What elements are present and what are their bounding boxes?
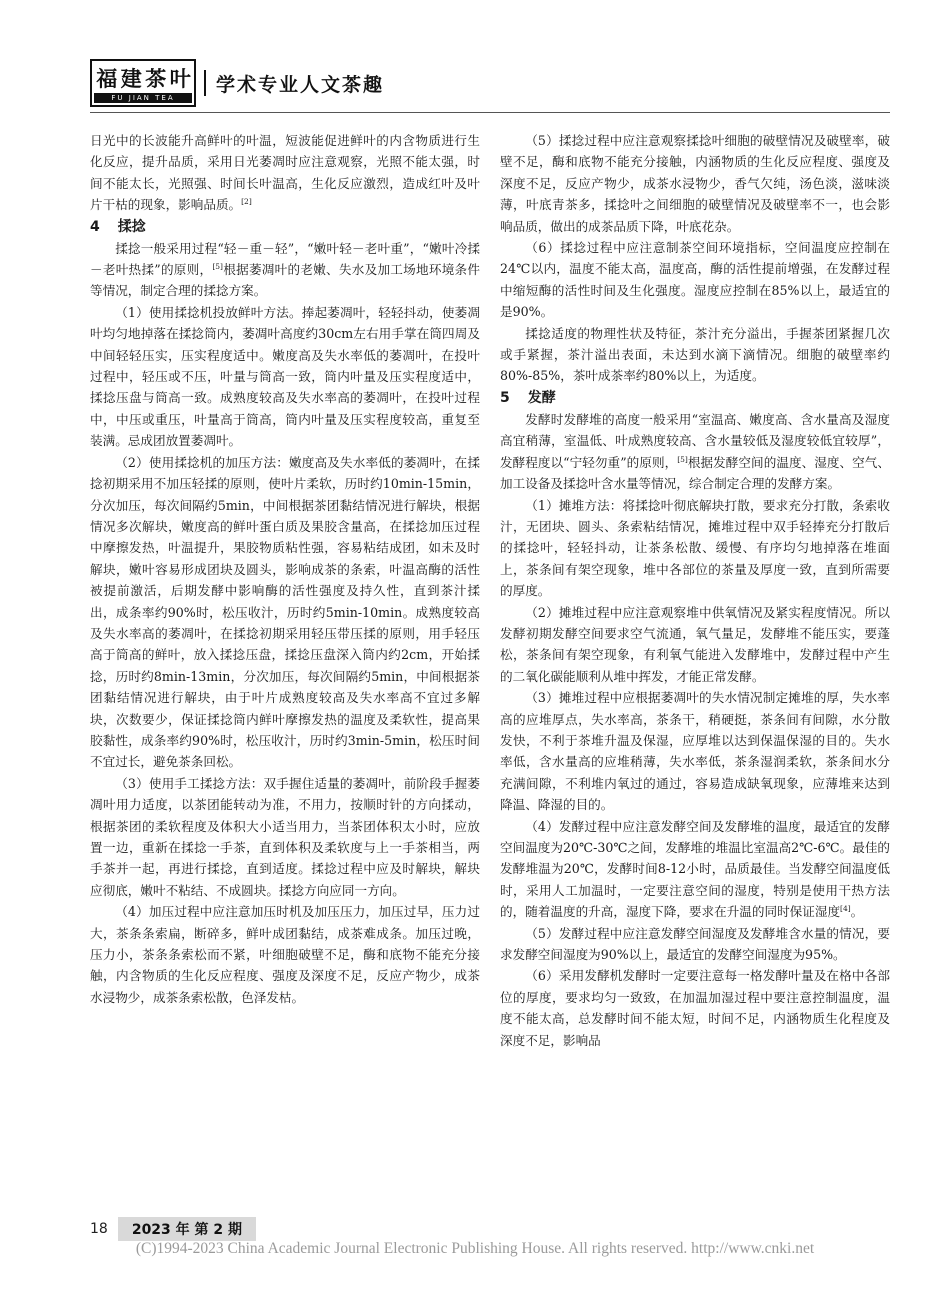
journal-tagline: 学术专业人文茶趣 <box>216 73 385 96</box>
citation: [5] <box>212 262 223 272</box>
journal-logo <box>90 59 196 107</box>
paragraph: （3）摊堆过程中应根据萎凋叶的失水情况制定摊堆的厚，失水率高的应堆厚点，失水率高，茶条干，稍硬挺，茶条间有间隙，水分散发快，不利于茶堆升温及保湿，应厚堆以达到保温保湿的目的。失水率低，含水量高的应堆稍薄，失水率低，茶条湿润柔软，茶条间水分充满间隙，不利堆内氧过的通过，容易造成缺氧现象，应薄堆来达到降温、降湿的目的。 <box>500 690 890 813</box>
paragraph: （1）摊堆方法：将揉捻叶彻底解块打散，要求充分打散，条索收汁，无团块、圆头、条索粘结情况，摊堆过程中双手轻捧充分打散后的揉捻叶，轻轻抖动，让茶条松散、缓慢、有序均匀地掉落在堆面上，茶条间有架空现象，堆中各部位的茶量及厚度一致，直到所需要的厚度。 <box>500 497 890 599</box>
paragraph: （3）使用手工揉捻方法：双手握住适量的萎凋叶，前阶段手握萎凋叶用力适度，以茶团能转动为准，不用力，按顺时针的方向揉动，根据茶团的柔软程度及体积大小适当用力，当茶团体积太小时，应放置一边，重新在揉捻一手茶，直到体积及柔软度与上一手茶相当，两手茶并一起，再进行揉捻，直到适度。揉捻过程中应及时解块，解块应彻底，嫩叶不粘结、不成圆块。揉捻方向应同一方向。 <box>90 775 480 898</box>
paragraph: （4）发酵过程中应注意发酵空间及发酵堆的温度，最适宜的发酵空间温度为20℃-30℃之间，发酵堆的堆温比室温高2℃-6℃。最佳的发酵堆温为20℃，发酵时间8-12小时，品质最佳。当发酵空间温度低时，采用人工加温时，一定要注意空间的湿度，特别是使用干热方法的，随着温度的升高，湿度下降，要求在升温的同时保证湿度[4]。 <box>500 818 891 920</box>
paragraph: 揉捻一般采用过程“轻－重－轻”，“嫩叶轻－老叶重”，“嫩叶冷揉－老叶热揉”的原则，[5]根据萎凋叶的老嫩、失水及加工场地环境条件等情况，制定合理的揉捻方案。 <box>90 240 480 299</box>
citation: [5] <box>677 454 688 464</box>
paragraph: （6）揉捻过程中应注意制茶空间环境指标，空间温度应控制在24℃以内，温度不能太高，温度高，酶的活性提前增强，在发酵过程中缩短酶的活性时间及生化强度。湿度应控制在85%以上，最适宜的是90%。 <box>500 240 890 320</box>
section-heading: 5 发酵 <box>500 389 556 406</box>
citation: [2] <box>241 197 252 207</box>
page-footer <box>90 1218 256 1240</box>
citation: [4] <box>840 904 851 914</box>
header-divider <box>204 70 206 96</box>
issue-label: 2023 年 第 2 期 <box>118 1217 256 1241</box>
right-column <box>500 130 890 1051</box>
page-number: 18 <box>90 1221 108 1237</box>
logo-char: 建 <box>120 66 141 91</box>
paragraph: （5）揉捻过程中应注意观察揉捻叶细胞的破壁情况及破壁率，破壁不足，酶和底物不能充分接触，内涵物质的生化反应程度、强度及深度不足，反应产物少，成茶水浸物少，香气欠纯，汤色淡，滋味淡薄，叶底青茶多，揉捻叶之间细胞的破壁情况及破壁率不一，也会影响品质，做出的成茶品质下降，叶底花杂。 <box>500 133 890 234</box>
left-column <box>90 130 480 1008</box>
paragraph: （5）发酵过程中应注意发酵空间湿度及发酵堆含水量的情况，要求发酵空间湿度为90%以上，最适宜的发酵空间湿度为95%。 <box>500 925 890 963</box>
paragraph: 发酵时发酵堆的高度一般采用“室温高、嫩度高、含水量高及湿度高宜稍薄，室温低、叶成熟度较高、含水量较低及湿度较低宜较厚”，发酵程度以“宁轻勿重”的原则，[5]根据发酵空间的温度、湿度、空气、加工设备及揉捻叶含水量等情况，综合制定合理的发酵方案。 <box>500 411 890 492</box>
logo-char: 叶 <box>169 66 190 91</box>
paragraph: 揉捻适度的物理性状及特征，茶汁充分溢出，手握茶团紧握几次或手紧握，茶汁溢出表面，未达到水滴下滴情况。细胞的破壁率约80%-85%，茶叶成茶率约80%以上，为适度。 <box>500 325 890 384</box>
logo-subtitle: FU JIAN TEA <box>94 93 192 103</box>
logo-char: 茶 <box>145 66 166 91</box>
paragraph: （2）摊堆过程中应注意观察堆中供氧情况及紧实程度情况。所以发酵初期发酵空间要求空气流通，氧气量足，发酵堆不能压实，要蓬松，茶条间有架空现象，有利氧气能进入发酵堆中，发酵过程中产生的二氧化碳能顺利从堆中挥发，才能正常发酵。 <box>500 604 890 684</box>
logo-char: 福 <box>96 66 117 91</box>
paragraph: （2）使用揉捻机的加压方法：嫩度高及失水率低的萎凋叶，在揉捻初期采用不加压轻揉的原则，使叶片柔软，历时约10min-15min，分次加压，每次间隔约5min，中间根据茶团黏结情况进行解块，根据情况多次解块，嫩度高的鲜叶蛋白质及果胶含量高，在揉捻加压过程中摩擦发热，叶温提升，果胶物质粘性强，容易粘结成团，如未及时解块，嫩叶容易形成团块及圆头，影响成茶的条索，叶温高酶的活性被提前激活，后期发酵中影响酶的活性强度及持久性，直到茶汁揉出，成条率约90%时，松压收汁，历时约5min-10min。成熟度较高及失水率高的萎凋叶，在揉捻初期采用轻压带压揉的原则，用手轻压高于筒高的鲜叶，放入揉捻压盘，揉捻压盘深入筒内约2cm，开始揉捻，历时约8min-13min，分次加压，每次间隔约5min，中间根据茶团黏结情况进行解块，由于叶片成熟度较高及失水率高不宜过多解块，次数要少，保证揉捻筒内鲜叶摩擦发热的温度及柔软性，提高果胶黏性，成条率约90%时，松压收汁，历时约3min-5min，松压时间不宜过长，避免茶条回松。 <box>90 454 480 770</box>
header-rule <box>90 112 890 113</box>
copyright-notice: (C)1994-2023 China Academic Journal Electronic Publishing House. All rights reserved. http://www.cnki.net <box>135 1240 815 1257</box>
paragraph: （4）加压过程中应注意加压时机及加压压力，加压过早，压力过大，茶条条索扁，断碎多，鲜叶成团黏结，成茶难成条。加压过晚，压力小，茶条条索松而不紧，叶细胞破壁不足，酶和底物不能充分接触，内含物质的生化反应程度、强度及深度不足，反应产物少，成茶水浸物少，成茶条索松散，色泽发枯。 <box>90 904 480 1005</box>
paragraph: （1）使用揉捻机投放鲜叶方法。捧起萎凋叶，轻轻抖动，使萎凋叶均匀地掉落在揉捻筒内，萎凋叶高度约30cm左右用手掌在筒四周及中间轻轻压实，压实程度适中。嫩度高及失水率低的萎凋叶，在投叶过程中，轻压或不压，叶量与筒高一致，筒内叶量及压实程度适中，揉捻压盘与筒高一致。成熟度较高及失水率高的萎凋叶，在投叶过程中，中压或重压，叶量高于筒高，筒内叶量及压实程度较高，重复至装满。忌成团放置萎凋叶。 <box>90 304 480 449</box>
paragraph: （6）采用发酵机发酵时一定要注意每一格发酵叶量及在格中各部位的厚度，要求均匀一致致，在加温加湿过程中要注意控制温度，温度不能太高，总发酵时间不能太短，时间不足，内涵物质生化程度及深度不足，影响品 <box>500 968 890 1048</box>
section-heading: 4 揉捻 <box>90 218 146 235</box>
paragraph: 日光中的长波能升高鲜叶的叶温，短波能促进鲜叶的内含物质进行生化反应，提升品质，采用日光萎凋时应注意观察，光照不能太强，时间不能太长，光照强、时间长叶温高，生化反应激烈，造成红叶及叶片干枯的现象，影响品质。[2] <box>90 133 480 213</box>
journal-header <box>90 58 890 108</box>
